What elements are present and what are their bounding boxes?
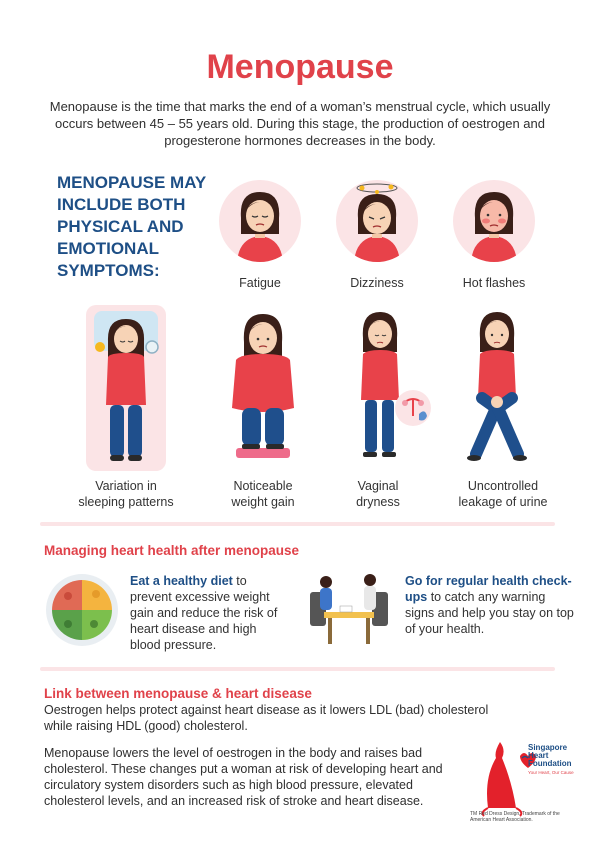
vaginal-dryness-label-line1: Vaginal xyxy=(357,479,399,493)
trademark-note: TM Red Dress Design. Trademark of the American Heart Association. xyxy=(470,811,560,823)
sleeping-label-line2: sleeping patterns xyxy=(78,495,174,509)
urine-leakage-label-line2: leakage of urine xyxy=(458,495,548,509)
dizziness-illustration xyxy=(336,180,418,262)
urine-leakage-label-line1: Uncontrolled xyxy=(467,479,539,493)
weight-gain-label-line1: Noticeable xyxy=(233,479,293,493)
sleeping-illustration xyxy=(86,305,166,471)
logo-line-1: Singapore xyxy=(528,743,568,752)
dizziness-label: Dizziness xyxy=(350,276,404,290)
link-paragraph-2: Menopause lowers the level of oestrogen in the body and raises bad cholesterol. These changes put a woman at risk of developing heart and circulatory system disorders such as high blood pressure, elevated cholesterol levels, and an increased risk of stroke and heart disease. xyxy=(44,746,443,808)
checkup-highlight: Go for regular health check-ups xyxy=(405,574,572,604)
healthy-diet-description: to prevent excessive weight gain and reduce the risk of heart disease and high blood pressure. xyxy=(130,574,278,652)
page-title: Menopause xyxy=(206,48,394,86)
divider-bottom xyxy=(40,667,555,671)
logo-line-3: Foundation xyxy=(528,759,572,768)
managing-title: Managing heart health after menopause xyxy=(44,543,300,558)
link-title: Link between menopause & heart disease xyxy=(44,686,312,701)
logo-wordmark xyxy=(528,744,572,768)
link-paragraph-1: Oestrogen helps protect against heart disease as it lowers LDL (bad) cholesterol while raising HDL (good) cholesterol. xyxy=(44,703,489,733)
sleeping-label-line1: Variation in xyxy=(95,479,157,493)
symptoms-heading: MENOPAUSE MAY INCLUDE BOTH PHYSICAL AND EMOTIONAL SYMPTOMS: xyxy=(57,173,206,280)
logo-line-2: Heart xyxy=(528,751,549,760)
divider-top xyxy=(40,522,555,526)
healthy-diet-highlight: Eat a healthy diet xyxy=(130,574,233,588)
healthy-plate-illustration xyxy=(44,572,120,648)
checkup-text xyxy=(405,573,575,637)
intro-paragraph: Menopause is the time that marks the end of a woman’s menstrual cycle, which usually occurs between 45 – 55 years old. During this stage, the production of oestrogen and progesterone hormones decreases in the body. xyxy=(49,99,551,148)
hot-flashes-illustration xyxy=(453,180,535,262)
checkup-description: to catch any warning signs and help you stay on top of your health. xyxy=(405,590,574,636)
weight-gain-illustration xyxy=(218,308,308,468)
vaginal-dryness-illustration xyxy=(345,308,435,468)
healthy-diet-text xyxy=(130,573,290,653)
urine-leakage-illustration xyxy=(458,308,548,468)
fatigue-illustration xyxy=(219,180,301,262)
logo-tagline: Your Heart, Our Cause xyxy=(528,770,574,775)
vaginal-dryness-label-line2: dryness xyxy=(356,495,400,509)
hot-flashes-label: Hot flashes xyxy=(462,276,526,290)
checkup-illustration xyxy=(304,570,394,650)
weight-gain-label-line2: weight gain xyxy=(231,495,295,509)
fatigue-label: Fatigue xyxy=(239,276,281,290)
